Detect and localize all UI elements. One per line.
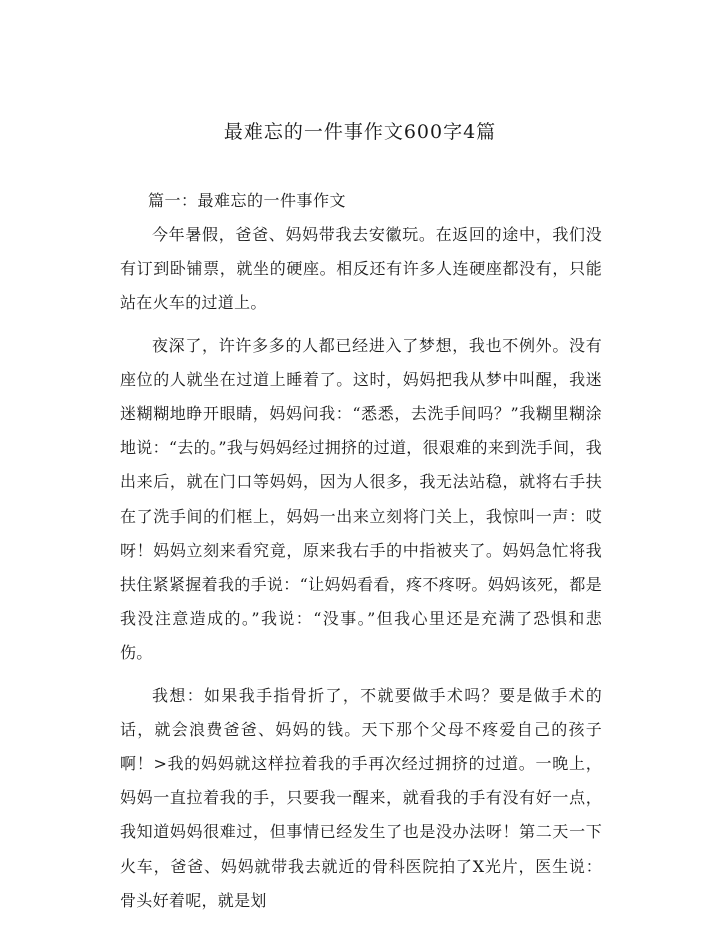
paragraph-1: 今年暑假，爸爸、妈妈带我去安徽玩。在返回的途中，我们没有订到卧铺票，就坐的硬座。相反还有许多人连硬座都没有，只能站在火车的过道上。 — [120, 225, 602, 313]
document-title: 最难忘的一件事作文600字4篇 — [223, 121, 497, 143]
document-body — [120, 184, 602, 918]
section-heading: 篇一：最难忘的一件事作文 — [148, 191, 347, 210]
paragraph-3: 我想：如果我手指骨折了，不就要做手术吗？要是做手术的话，就会浪费爸爸、妈妈的钱。天下那个父母不疼爱自己的孩子啊！>我的妈妈就这样拉着我的手再次经过拥挤的过道。一晚上，妈妈一直拉着我的手，只要我一醒来，就看我的手有没有好一点，我知道妈妈很难过，但事情已经发生了也是没办法呀！第二天一下火车，爸爸、妈妈就带我去就近的骨科医院拍了X光片，医生说：骨头好着呢，就是划 — [120, 685, 602, 910]
paragraph-2: 夜深了，许许多多的人都已经进入了梦想，我也不例外。没有座位的人就坐在过道上睡着了。这时，妈妈把我从梦中叫醒，我迷迷糊糊地睁开眼睛，妈妈问我：“悉悉，去洗手间吗？”我糊里糊涂地说：“去的。”我与妈妈经过拥挤的过道，很艰难的来到洗手间，我出来后，就在门口等妈妈，因为人很多，我无法站稳，就将右手扶在了洗手间的们框上，妈妈一出来立刻将门关上，我惊叫一声：哎呀！妈妈立刻来看究竟，原来我右手的中指被夹了。妈妈急忙将我扶住紧紧握着我的手说：“让妈妈看看，疼不疼呀。妈妈该死，都是我没注意造成的。”我说：“没事。”但我心里还是充满了恐惧和悲伤。 — [120, 335, 602, 663]
